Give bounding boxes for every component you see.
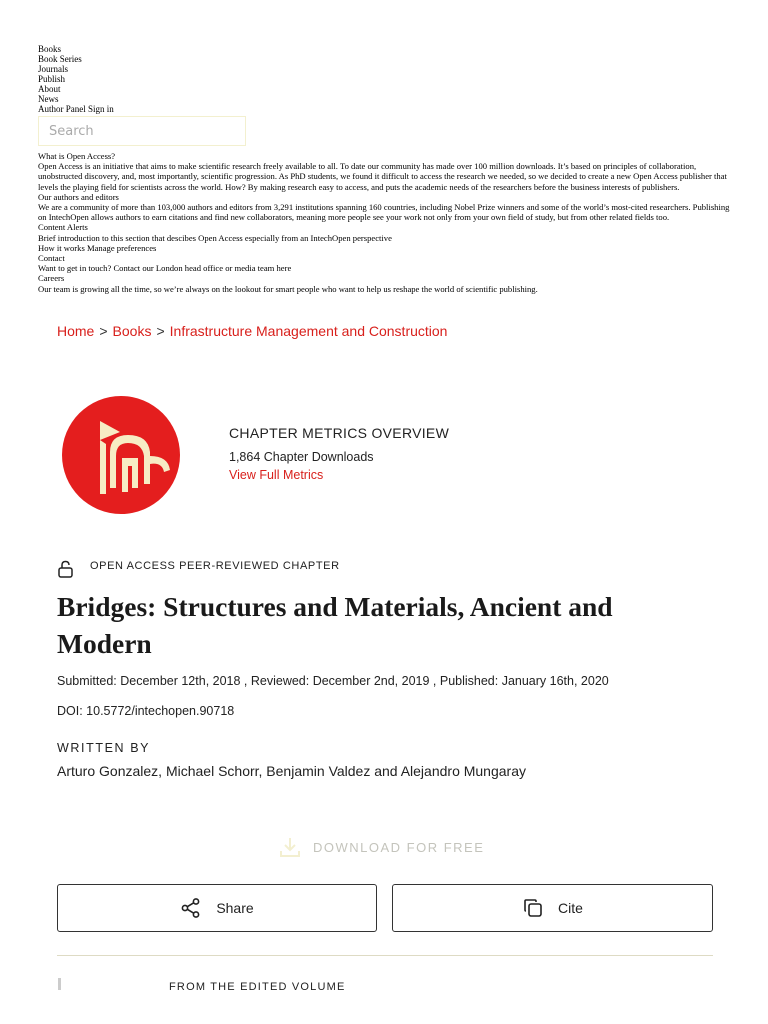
view-full-metrics-link[interactable]: View Full Metrics (229, 468, 324, 482)
what-is-oa-text: Open Access is an initiative that aims to make scientific research freely available to all. To date our community has made over 100 million downloads. It’s based on principles of collaboration, unobstructed discovery, and, most importantly, scientific progression. As PhD students, we found it difficult to access the research we needed, so we decided to create a new Open Access publisher that levels the playing field for scientists across the world. How? By making research easy to access, and puts the academic needs of the researchers before the business interests of publishers. (38, 161, 727, 192)
volume-cover-edge (58, 978, 61, 990)
intechopen-logo (62, 388, 180, 522)
written-by-label: WRITTEN BY (57, 741, 151, 755)
nav-item-books[interactable]: Books (38, 44, 62, 54)
edited-volume-label: FROM THE EDITED VOLUME (169, 981, 346, 993)
sign-in-link[interactable]: Sign in (88, 104, 114, 114)
how-it-works-link[interactable]: How it works (38, 242, 85, 253)
share-button[interactable] (57, 884, 377, 932)
authors-text: We are a community of more than 103,000 authors and editors from 3,291 institutions spanning 160 countries, including Nobel Prize winners and some of the world’s most-cited researchers. Publishing on IntechOpen allows authors to earn citations and find new collaborators, meaning more people see your work not only from your own field of study, but from other related fields too. (38, 202, 730, 223)
content-alerts-text: Brief introduction to this section that descibes Open Access especially from an IntechOpen perspective (38, 232, 392, 243)
nav-item-book-series[interactable]: Book Series (38, 54, 82, 64)
share-icon (180, 897, 202, 919)
download-label: DOWNLOAD FOR FREE (313, 839, 485, 855)
access-type-label: OPEN ACCESS PEER-REVIEWED CHAPTER (90, 560, 340, 572)
chapter-downloads: 1,864 Chapter Downloads (229, 450, 374, 464)
contact-text: Want to get in touch? Contact our London head office or media team here (38, 263, 292, 274)
cite-button[interactable] (392, 884, 713, 932)
nav-item-news[interactable]: News (38, 94, 59, 104)
what-is-oa-title[interactable]: What is Open Access? (38, 151, 116, 161)
chapter-title: Bridges: Structures and Materials, Ancient and Modern (57, 591, 613, 659)
search-input[interactable] (38, 116, 246, 146)
mega-menu-content (38, 151, 730, 294)
manage-preferences-link[interactable]: Manage preferences (86, 242, 157, 253)
breadcrumb-separator: > (99, 323, 108, 339)
download-button[interactable] (279, 832, 484, 862)
top-navigation (38, 44, 738, 114)
breadcrumb (57, 323, 447, 339)
chapter-doi[interactable]: DOI: 10.5772/intechopen.90718 (57, 704, 235, 718)
copy-icon (522, 897, 544, 919)
content-alerts-title[interactable]: Content Alerts (38, 222, 88, 233)
share-label: Share (216, 900, 254, 916)
breadcrumb-books[interactable]: Books (112, 323, 152, 339)
contact-title[interactable]: Contact (38, 253, 65, 264)
author-panel-link[interactable]: Author Panel (38, 104, 86, 114)
chapter-authors[interactable]: Arturo Gonzalez, Michael Schorr, Benjamin Valdez and Alejandro Mungaray (57, 763, 526, 779)
breadcrumb-category[interactable]: Infrastructure Management and Construction (169, 323, 448, 339)
breadcrumb-home[interactable]: Home (57, 323, 95, 339)
careers-text: Our team is growing all the time, so we’re always on the lookout for smart people who want to help us reshape the world of scientific publishing. (38, 283, 538, 294)
cite-label: Cite (558, 900, 583, 916)
download-icon (279, 836, 301, 858)
chapter-dates: Submitted: December 12th, 2018 , Reviewed: December 2nd, 2019 , Published: January 16th, 2020 (57, 674, 609, 688)
metrics-title: CHAPTER METRICS OVERVIEW (229, 425, 450, 441)
careers-title[interactable]: Careers (38, 273, 65, 284)
nav-item-about[interactable]: About (38, 84, 61, 94)
nav-item-journals[interactable]: Journals (38, 64, 68, 74)
nav-item-publish[interactable]: Publish (38, 74, 66, 84)
breadcrumb-separator: > (156, 323, 165, 339)
unlocked-padlock-icon (57, 560, 75, 578)
authors-title[interactable]: Our authors and editors (38, 191, 119, 202)
section-divider (57, 955, 713, 956)
